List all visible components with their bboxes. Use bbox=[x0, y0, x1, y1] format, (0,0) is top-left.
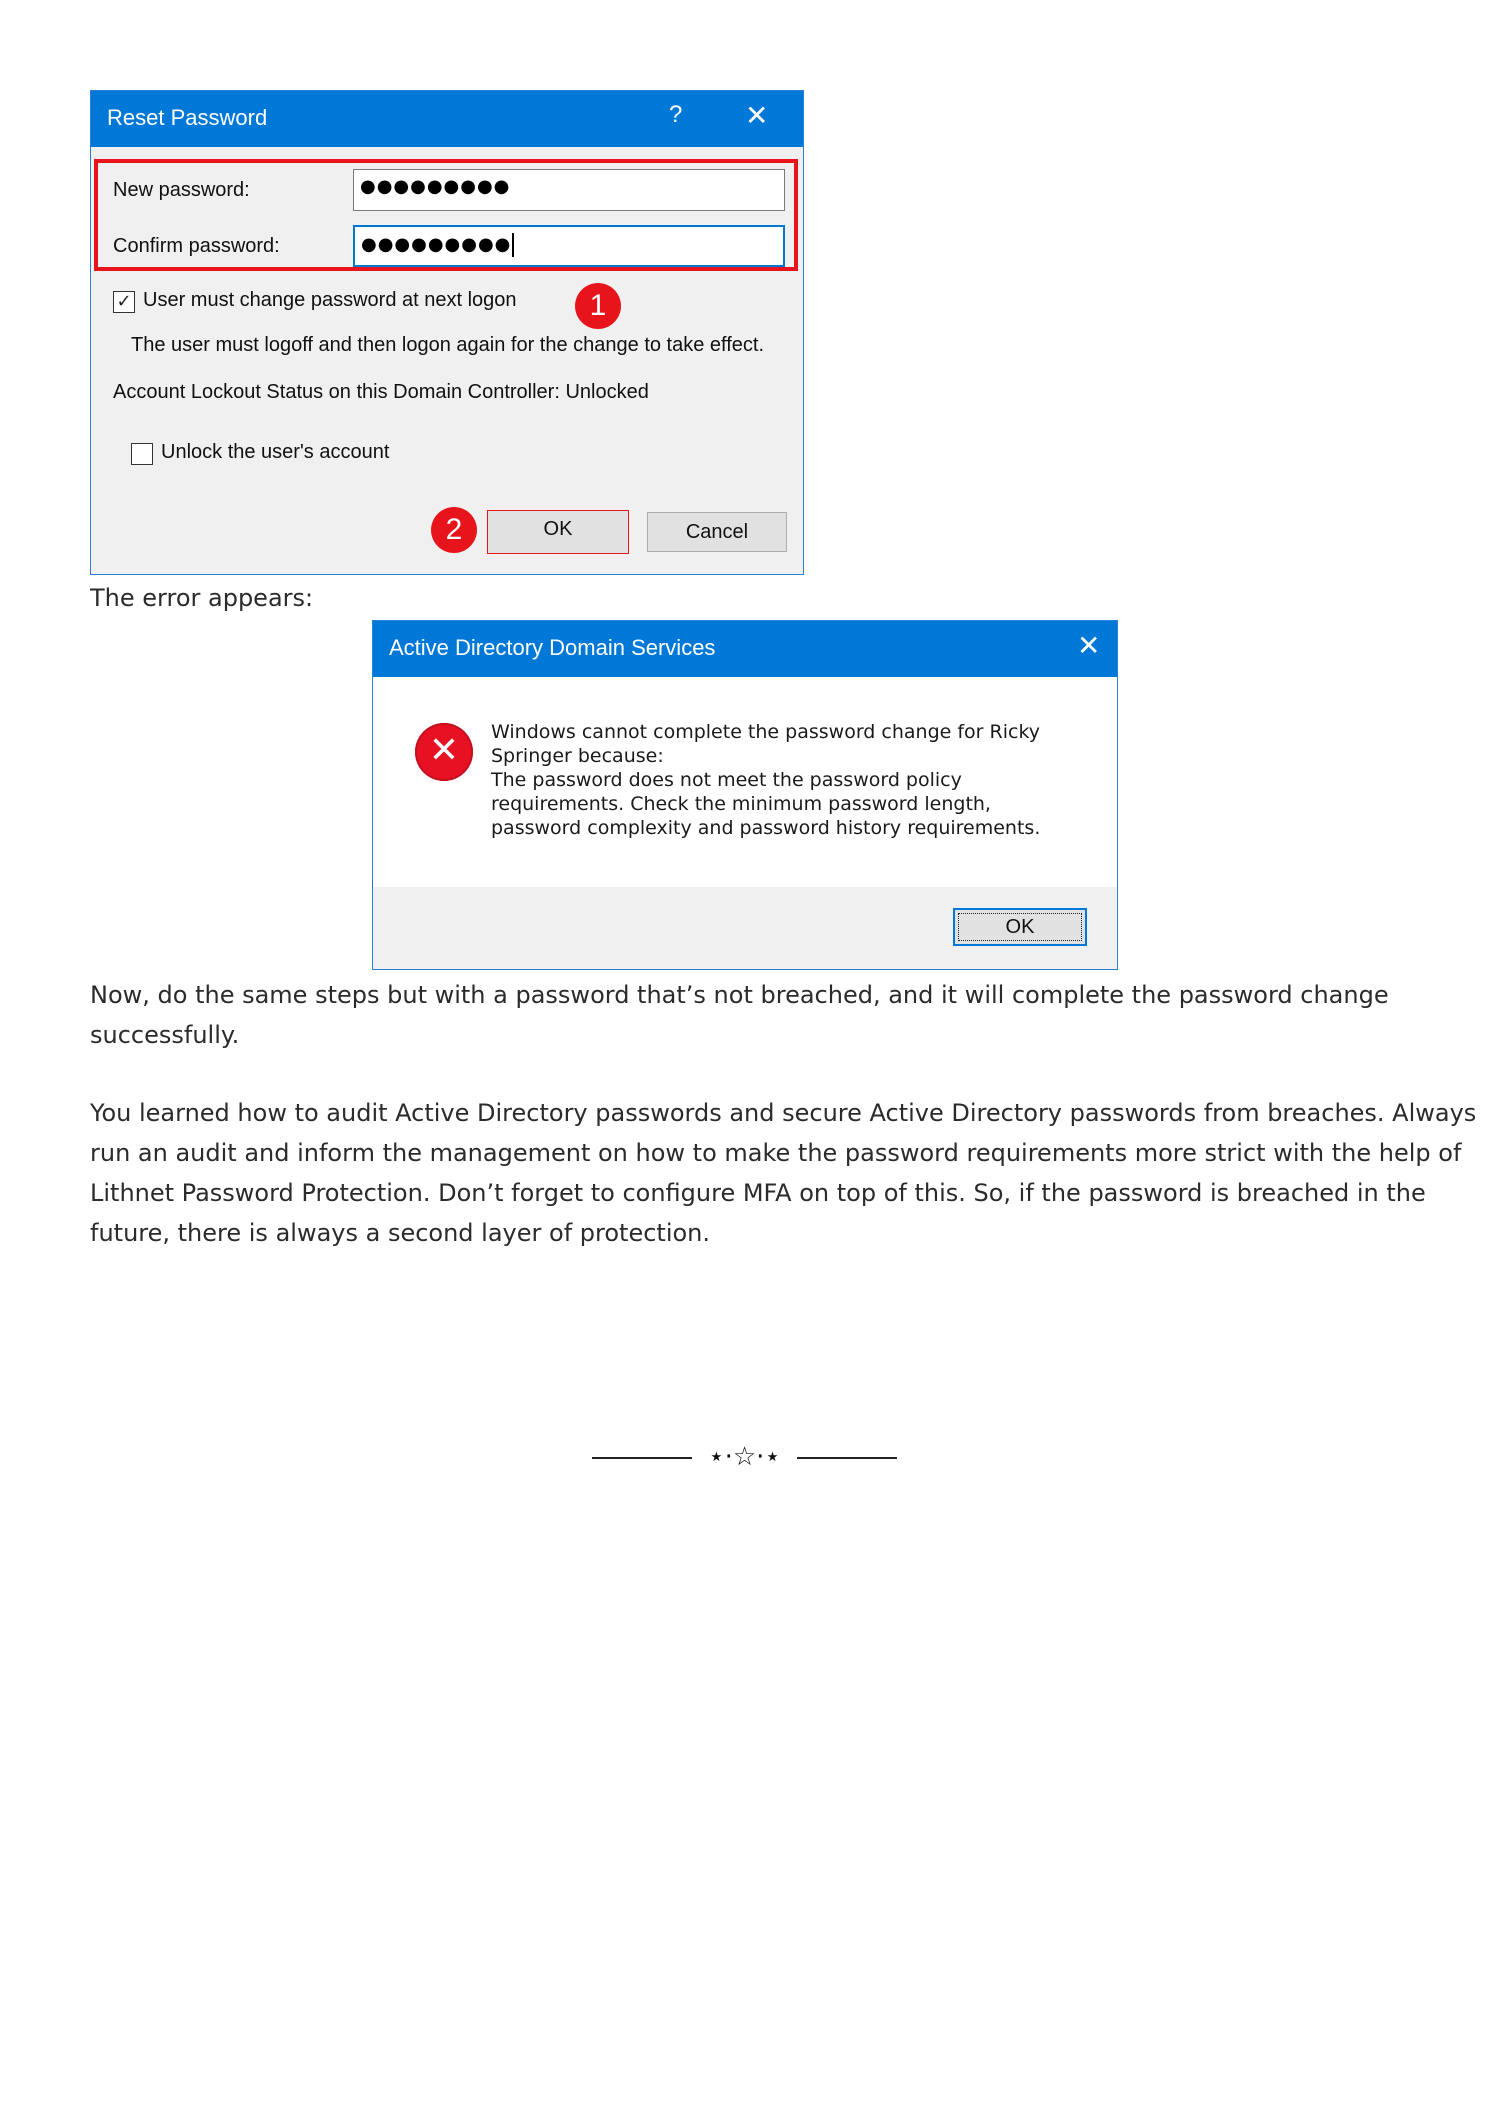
paragraph-line: Lithnet Password Protection. Don’t forget to configure MFA on top of this. So, if the password is breached in the bbox=[90, 1179, 1426, 1207]
error-icon bbox=[415, 723, 473, 781]
divider-ornament: ⋆⋅☆⋅⋆ bbox=[708, 1442, 781, 1472]
step-1-badge: 1 bbox=[575, 283, 621, 329]
paragraph-line: You learned how to audit Active Directory passwords and secure Active Directory passwords from breaches. Always bbox=[90, 1099, 1477, 1127]
lockout-status: Account Lockout Status on this Domain Controller: Unlocked bbox=[113, 381, 649, 403]
paragraph-line: Now, do the same steps but with a password that’s not breached, and it will complete the password change bbox=[90, 981, 1389, 1009]
confirm-password-value: ●●●●●●●●● bbox=[361, 234, 512, 255]
paragraph-line: run an audit and inform the management on how to make the password requirements more strict with the help of bbox=[90, 1139, 1462, 1167]
unlock-label: Unlock the user's account bbox=[161, 441, 390, 463]
error-dialog bbox=[372, 620, 1118, 970]
error-message-line: requirements. Check the minimum password length, bbox=[491, 793, 991, 815]
error-message-line: password complexity and password history requirements. bbox=[491, 817, 1041, 839]
close-icon[interactable]: ✕ bbox=[1077, 629, 1101, 662]
dialog-title: Reset Password bbox=[107, 105, 268, 130]
close-icon[interactable]: ✕ bbox=[745, 99, 769, 132]
error-message-line: Springer because: bbox=[491, 745, 664, 767]
text-caret bbox=[512, 233, 514, 257]
error-caption: The error appears: bbox=[90, 584, 314, 612]
unlock-checkbox[interactable] bbox=[131, 443, 153, 465]
must-change-label: User must change password at next logon bbox=[143, 289, 517, 311]
help-icon[interactable]: ? bbox=[669, 101, 683, 128]
error-message-line: The password does not meet the password policy bbox=[491, 769, 962, 791]
new-password-field[interactable] bbox=[353, 169, 785, 211]
paragraph-line: future, there is always a second layer of protection. bbox=[90, 1219, 711, 1247]
error-icon-glyph: ✕ bbox=[428, 730, 460, 771]
new-password-label: New password: bbox=[113, 179, 250, 201]
error-ok-label: OK bbox=[958, 913, 1082, 941]
error-dialog-title: Active Directory Domain Services bbox=[389, 635, 716, 660]
confirm-password-text bbox=[361, 233, 514, 257]
cancel-button[interactable]: Cancel bbox=[647, 512, 787, 552]
confirm-password-label: Confirm password: bbox=[113, 235, 280, 257]
confirm-password-field[interactable] bbox=[353, 225, 785, 267]
ok-button[interactable]: OK bbox=[487, 510, 629, 554]
reset-password-dialog bbox=[90, 90, 804, 575]
step-2-badge: 2 bbox=[431, 507, 477, 553]
new-password-value: ●●●●●●●●● bbox=[360, 176, 511, 197]
must-change-checkbox[interactable]: ✓ bbox=[113, 291, 135, 313]
logoff-note: The user must logoff and then logon again for the change to take effect. bbox=[131, 334, 765, 356]
error-ok-button[interactable] bbox=[953, 908, 1087, 946]
paragraph-line: successfully. bbox=[90, 1021, 240, 1049]
section-divider bbox=[0, 1442, 1489, 1472]
divider-rule-right bbox=[797, 1457, 897, 1459]
error-message-line: Windows cannot complete the password change for Ricky bbox=[491, 721, 1041, 743]
divider-rule-left bbox=[592, 1457, 692, 1459]
